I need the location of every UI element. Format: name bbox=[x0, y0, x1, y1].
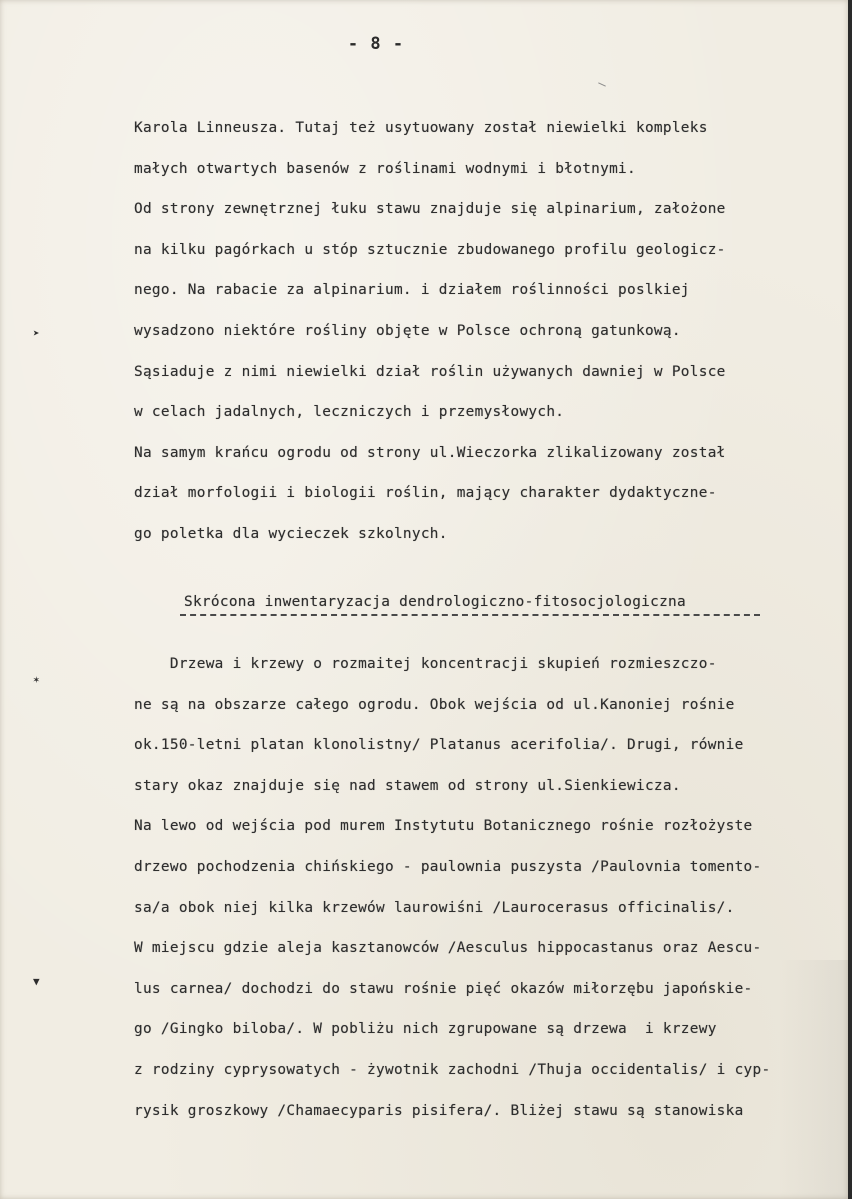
text-line: z rodziny cyprysowatych - żywotnik zachodni /Thuja occidentalis/ i cyp- bbox=[134, 1062, 771, 1078]
margin-tick-mark: ▼ bbox=[33, 975, 40, 988]
text-line: wysadzono niektóre rośliny objęte w Polsce ochroną gatunkową. bbox=[134, 323, 681, 339]
text-line: go poletka dla wycieczek szkolnych. bbox=[134, 526, 448, 542]
text-line: na kilku pagórkach u stóp sztucznie zbudowanego profilu geologicz- bbox=[134, 241, 726, 258]
text-line: Sąsiaduje z nimi niewielki dział roślin używanych dawniej w Polsce bbox=[134, 363, 726, 380]
text-line: Na samym krańcu ogrodu od strony ul.Wieczorka zlikalizowany został bbox=[134, 444, 726, 461]
text-line: ok.150-letni platan klonolistny/ Platanus acerifolia/. Drugi, równie bbox=[134, 737, 744, 754]
text-line: rysik groszkowy /Chamaecyparis pisifera/. Bliżej stawu są stanowiska bbox=[134, 1102, 744, 1119]
text-line: lus carnea/ dochodzi do stawu rośnie pięć okazów miłorzębu japońskie- bbox=[134, 980, 753, 997]
text-line: Na lewo od wejścia pod murem Instytutu Botanicznego rośnie rozłożyste bbox=[134, 818, 753, 835]
text-line: drzewo pochodzenia chińskiego - paulownia puszysta /Paulovnia tomento- bbox=[134, 859, 762, 875]
margin-tick-mark: ➤ bbox=[33, 327, 40, 340]
text-line: Od strony zewnętrznej łuku stawu znajduje się alpinarium, założone bbox=[134, 201, 726, 218]
text-line: W miejscu gdzie aleja kasztanowców /Aesculus hippocastanus oraz Aescu- bbox=[134, 940, 762, 957]
heading-underline bbox=[180, 614, 760, 616]
text-line: nego. Na rabacie za alpinarium. i działem roślinności poslkiej bbox=[134, 282, 690, 299]
text-line: stary okaz znajduje się nad stawem od strony ul.Sienkiewicza. bbox=[134, 777, 681, 794]
paper-speck bbox=[598, 82, 606, 86]
page-number: - 8 - bbox=[347, 34, 405, 54]
text-line: dział morfologii i biologii roślin, mający charakter dydaktyczne- bbox=[134, 485, 717, 502]
text-line: Karola Linneusza. Tutaj też usytuowany został niewielki kompleks bbox=[134, 120, 708, 136]
text-line: małych otwartych basenów z roślinami wodnymi i błotnymi. bbox=[134, 160, 636, 177]
page-edge-shadow bbox=[778, 960, 848, 1199]
text-line: w celach jadalnych, leczniczych i przemysłowych. bbox=[134, 404, 565, 421]
section-heading: Skrócona inwentaryzacja dendrologiczno-fitosocjologiczna bbox=[184, 594, 686, 610]
text-line: go /Gingko biloba/. W pobliżu nich zgrupowane są drzewa i krzewy bbox=[134, 1021, 717, 1038]
text-line: ne są na obszarze całego ogrodu. Obok wejścia od ul.Kanoniej rośnie bbox=[134, 696, 735, 713]
margin-tick-mark: ✶ bbox=[33, 673, 40, 686]
text-line: Drzewa i krzewy o rozmaitej koncentracji skupień rozmieszczo- bbox=[134, 656, 717, 672]
text-line: sa/a obok niej kilka krzewów laurowiśni /Laurocerasus officinalis/. bbox=[134, 899, 735, 916]
